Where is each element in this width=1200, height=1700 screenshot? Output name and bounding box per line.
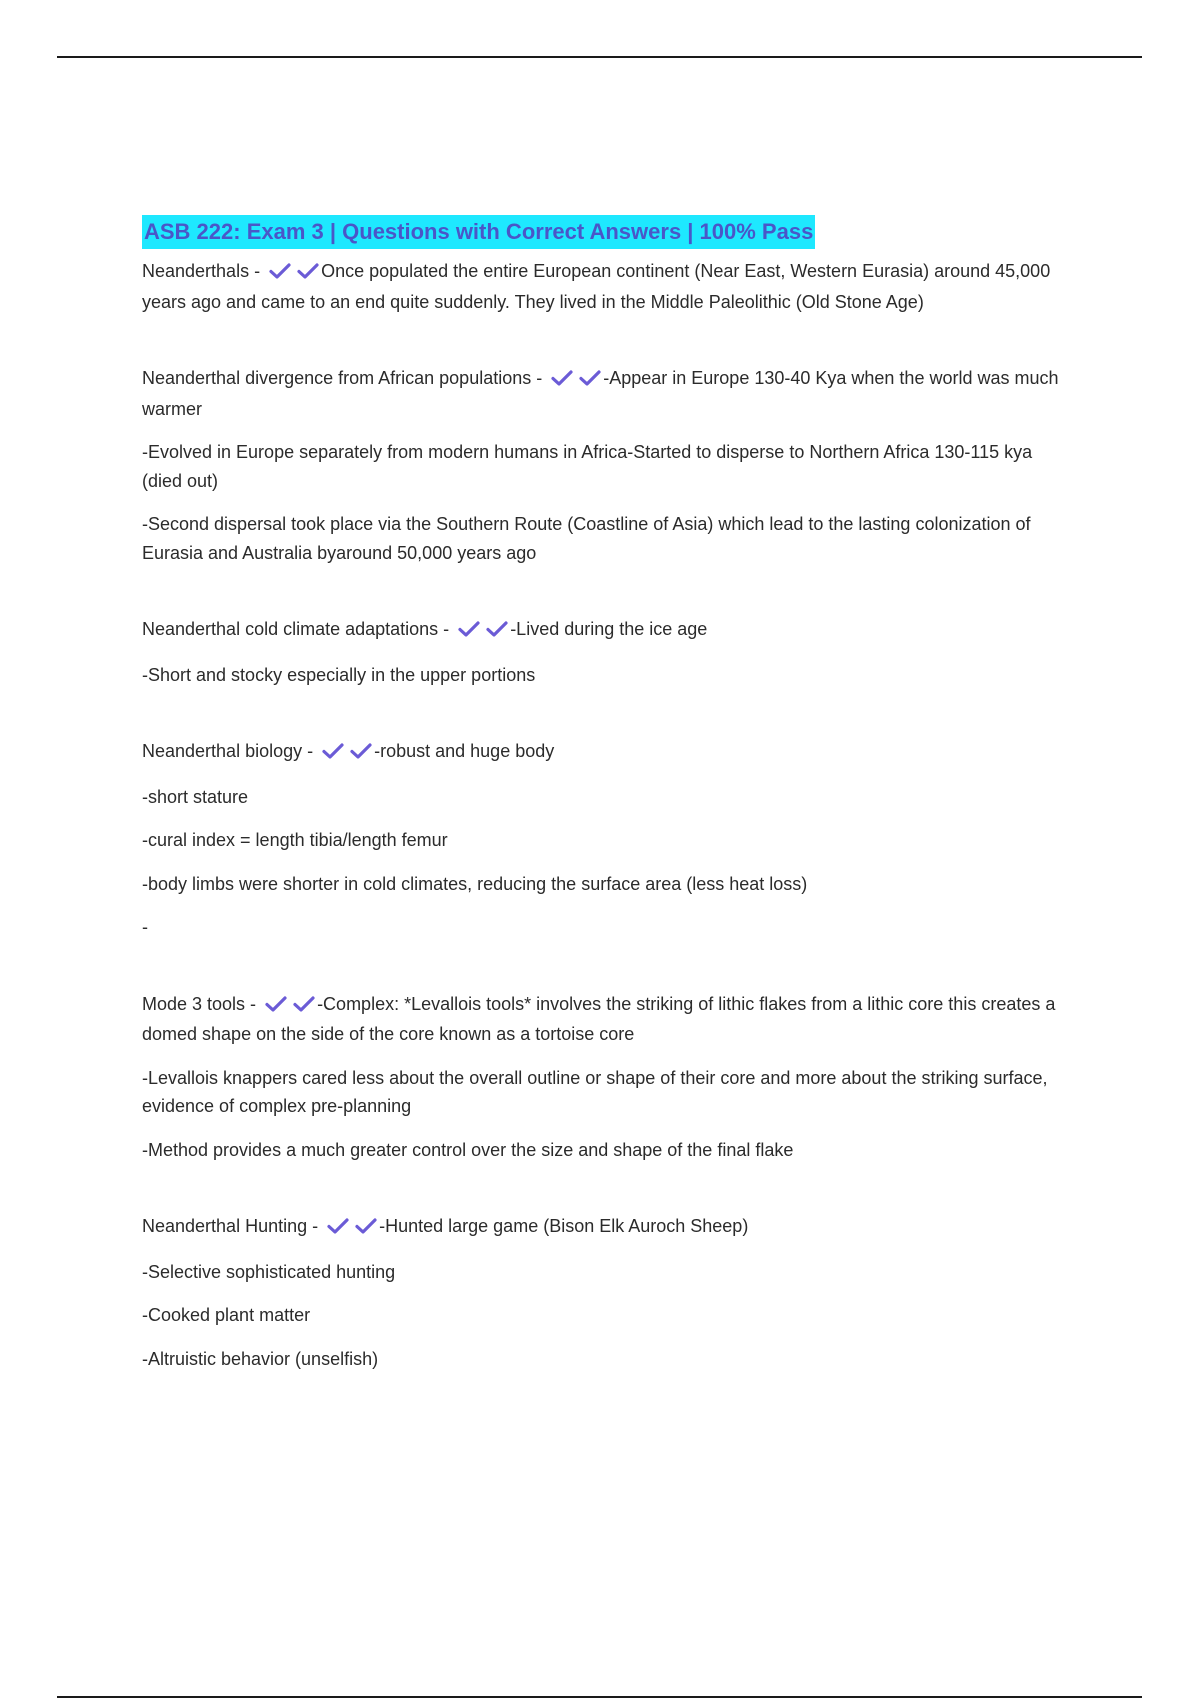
correct-checkmarks (265, 992, 315, 1021)
qa-question-line (142, 615, 1067, 646)
qa-answer-line: -short stature (142, 786, 249, 807)
qa-question-line (142, 257, 1067, 316)
qa-answer-line: -Evolved in Europe separately from modern humans in Africa-Started to disperse to Northern Africa 130-115 kya (died out) (142, 442, 1033, 491)
qa-list (142, 257, 1067, 1373)
qa-answer-line: -cural index = length tibia/length femur (142, 830, 448, 850)
qa-answer: Once populated the entire European continent (Near East, Western Eurasia) around 45,000 years ago and came to an end quite suddenly. They lived in the Middle Paleolithic (Old Stone Age) (142, 261, 1051, 312)
checkmark-icon (293, 996, 315, 1012)
checkmark-icon (350, 743, 372, 759)
correct-checkmarks (327, 1214, 377, 1243)
document-title: ASB 222: Exam 3 | Questions with Correct Answers | 100% Pass (142, 215, 815, 249)
document-body (142, 215, 1067, 1421)
qa-question-line (142, 1212, 1067, 1243)
checkmark-icon (551, 370, 573, 386)
checkmark-icon (486, 621, 508, 637)
qa-question-line (142, 364, 1067, 423)
qa-term: Neanderthals - (142, 261, 266, 281)
correct-checkmarks (269, 259, 319, 288)
qa-term: Neanderthal Hunting - (142, 1216, 324, 1236)
checkmark-icon (579, 370, 601, 386)
qa-entry (142, 364, 1067, 567)
qa-answer-line: -Altruistic behavior (unselfish) (142, 1348, 379, 1369)
qa-entry (142, 990, 1067, 1165)
qa-term: Neanderthal cold climate adaptations - (142, 619, 455, 639)
qa-entry (142, 615, 1067, 689)
qa-term: Mode 3 tools - (142, 993, 262, 1014)
correct-checkmarks (551, 366, 601, 395)
qa-answer-line: -Selective sophisticated hunting (142, 1261, 396, 1282)
qa-answer-line: - (142, 917, 148, 937)
qa-term: Neanderthal biology - (142, 741, 319, 761)
top-rule (57, 56, 1142, 58)
correct-checkmarks (322, 739, 372, 768)
checkmark-icon (297, 263, 319, 279)
qa-answer-line: -Short and stocky especially in the upper portions (142, 664, 536, 685)
qa-answer: -Appear in Europe 130-40 Kya when the world was much warmer (142, 368, 1059, 419)
qa-answer: -Lived during the ice age (510, 619, 708, 639)
qa-term: Neanderthal divergence from African populations - (142, 368, 548, 388)
qa-answer-line: -Levallois knappers cared less about the overall outline or shape of their core and more about the striking surface, evidence of complex pre-planning (142, 1067, 1048, 1116)
qa-entry (142, 1212, 1067, 1373)
qa-answer: -robust and huge body (374, 741, 555, 761)
bottom-rule (57, 1696, 1142, 1698)
checkmark-icon (327, 1218, 349, 1234)
qa-entry (142, 257, 1067, 316)
qa-answer-line: -Cooked plant matter (142, 1305, 311, 1325)
checkmark-icon (458, 621, 480, 637)
qa-answer-line: -Method provides a much greater control over the size and shape of the final flake (142, 1139, 794, 1160)
qa-answer: -Complex: *Levallois tools* involves the striking of lithic flakes from a lithic core this creates a domed shape on the side of the core known as a tortoise core (142, 993, 1056, 1044)
qa-answer-line: -Second dispersal took place via the Southern Route (Coastline of Asia) which lead to the lasting colonization of Eurasia and Australia byaround 50,000 years ago (142, 514, 1031, 563)
checkmark-icon (269, 263, 291, 279)
qa-entry (142, 737, 1067, 942)
qa-answer: -Hunted large game (Bison Elk Auroch Sheep) (379, 1216, 749, 1236)
checkmark-icon (265, 996, 287, 1012)
qa-question-line (142, 990, 1067, 1049)
qa-question-line (142, 737, 1067, 768)
correct-checkmarks (458, 617, 508, 646)
checkmark-icon (322, 743, 344, 759)
checkmark-icon (355, 1218, 377, 1234)
qa-answer-line: -body limbs were shorter in cold climates, reducing the surface area (less heat loss) (142, 873, 808, 894)
